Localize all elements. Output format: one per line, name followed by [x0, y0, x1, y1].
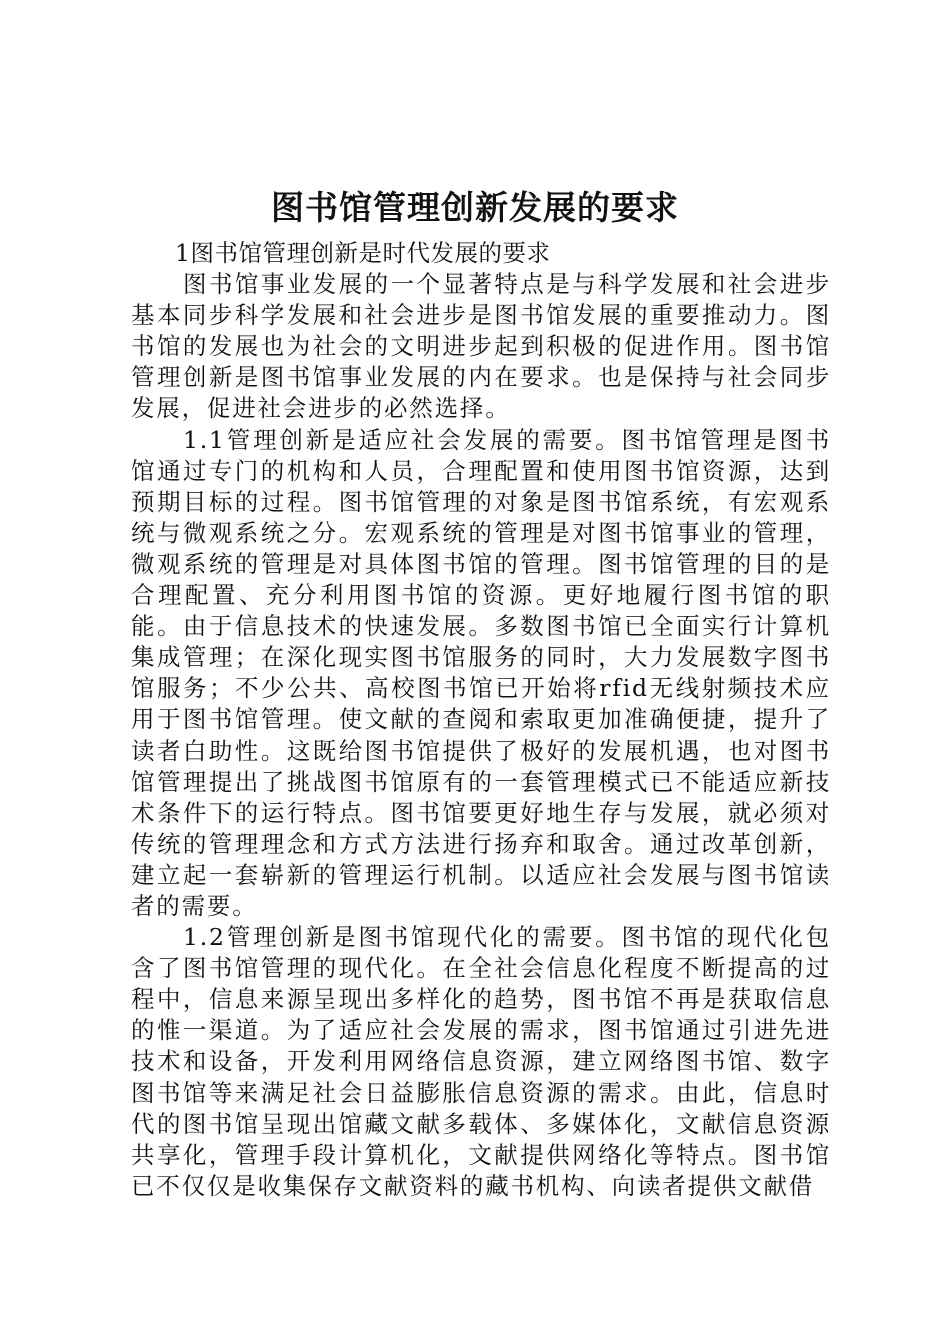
paragraph-1-2: 1.2管理创新是图书馆现代化的需要。图书馆的现代化包含了图书馆管理的现代化。在全社会信息化程度不断提高的过程中，信息来源呈现出多样化的趋势，图书馆不再是获取信息的惟一渠道。为了适应社会发展的需求，图书馆通过引进先进技术和设备，开发利用网络信息资源，建立网络图书馆、数字图书馆等来满足社会日益膨胀信息资源的需求。由此，信息时代的图书馆呈现出馆藏文献多载体、多媒体化，文献信息资源共享化，管理手段计算机化，文献提供网络化等特点。图书馆已不仅仅是收集保存文献资料的藏书机构、向读者提供文献借 — [131, 923, 831, 1200]
document-body — [131, 238, 831, 1202]
document-title: 图书馆管理创新发展的要求 — [271, 188, 679, 227]
section-heading: 1图书馆管理创新是时代发展的要求 — [175, 239, 551, 267]
paragraph-1-1: 1.1管理创新是适应社会发展的需要。图书馆管理是图书馆通过专门的机构和人员，合理配置和使用图书馆资源，达到预期目标的过程。图书馆管理的对象是图书馆系统，有宏观系统与微观系统之分。宏观系统的管理是对图书馆事业的管理，微观系统的管理是对具体图书馆的管理。图书馆管理的目的是合理配置、充分利用图书馆的资源。更好地履行图书馆的职能。由于信息技术的快速发展。多数图书馆已全面实行计算机集成管理；在深化现实图书馆服务的同时，大力发展数字图书馆服务；不少公共、高校图书馆已开始将rfid无线射频技术应用于图书馆管理。使文献的查阅和索取更加准确便捷，提升了读者白助性。这既给图书馆提供了极好的发展机遇，也对图书馆管理提出了挑战图书馆原有的一套管理模式已不能适应新技术条件下的运行特点。图书馆要更好地生存与发展，就必须对传统的管理理念和方式方法进行扬弃和取舍。通过改革创新，建立起一套崭新的管理运行机制。以适应社会发展与图书馆读者的需要。 — [131, 425, 831, 920]
paragraph-intro: 图书馆事业发展的一个显著特点是与科学发展和社会进步基本同步科学发展和社会进步是图书馆发展的重要推动力。图书馆的发展也为社会的文明进步起到积极的促进作用。图书馆管理创新是图书馆事业发展的内在要求。也是保持与社会同步发展，促进社会进步的必然选择。 — [131, 270, 831, 423]
